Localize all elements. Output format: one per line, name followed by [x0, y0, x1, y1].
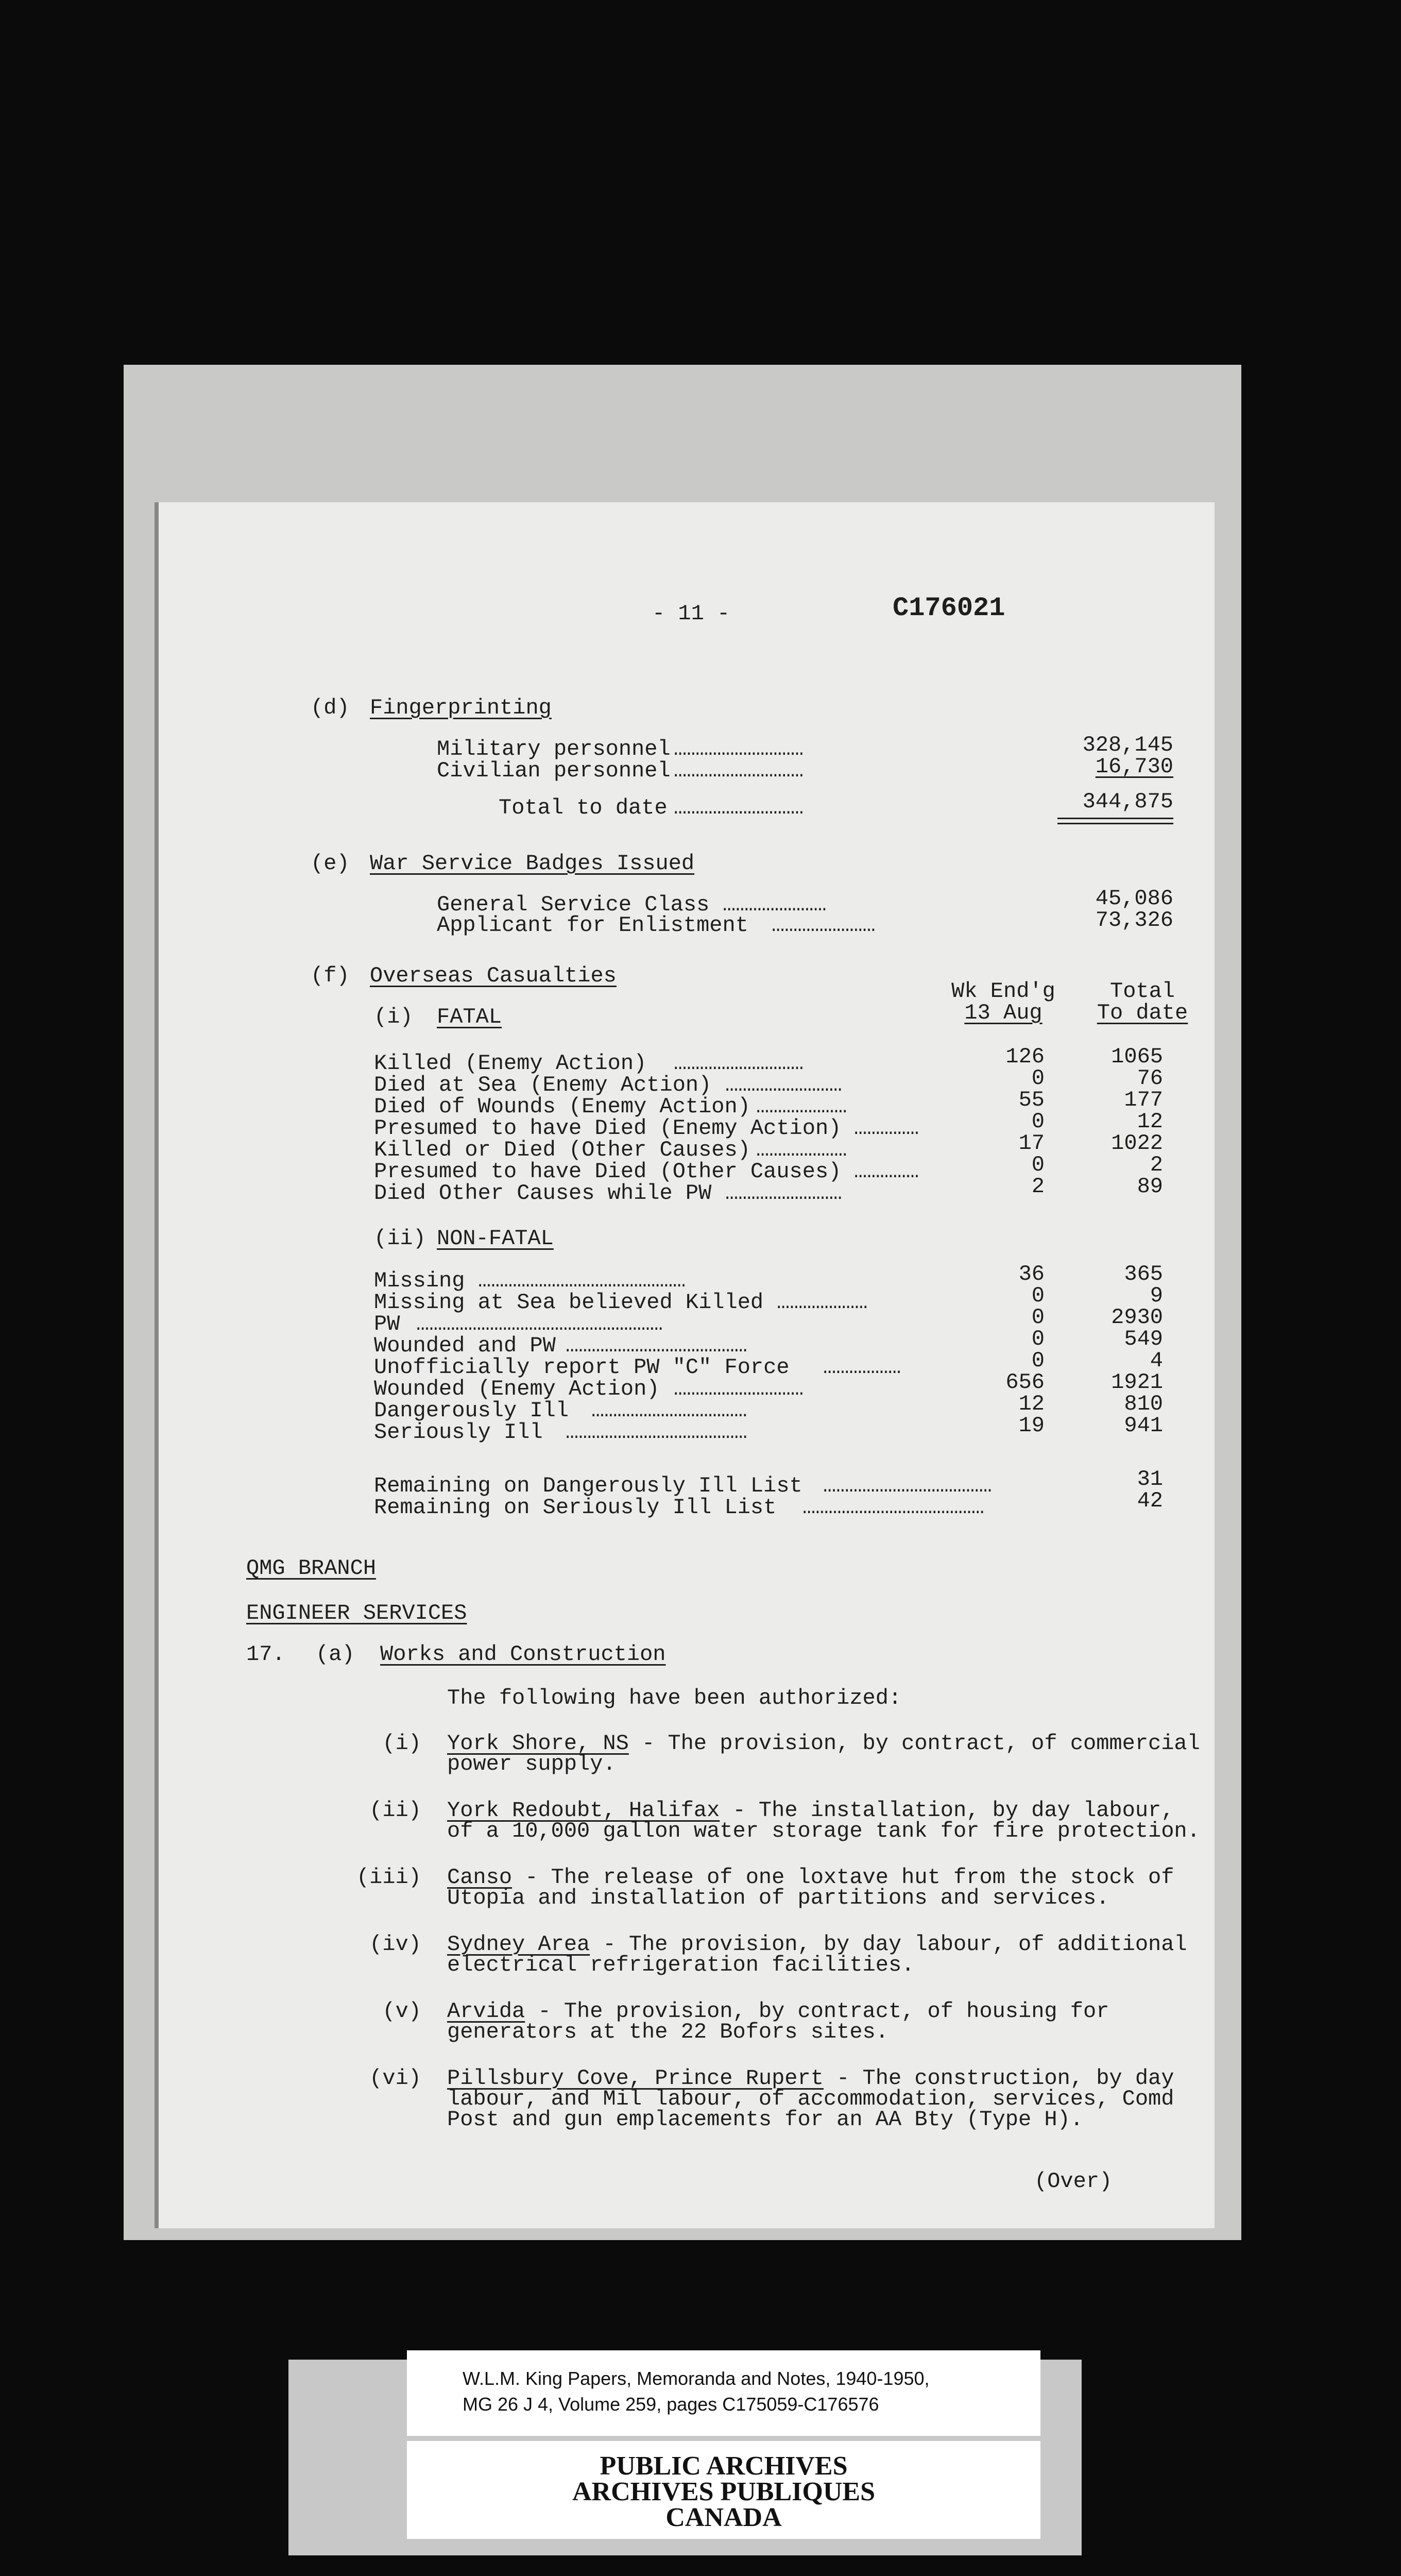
remaining-dangerous-value: 31	[1137, 1467, 1163, 1492]
fatal-row-label: Died at Sea (Enemy Action)	[374, 1073, 712, 1097]
nonfatal-num: (ii)	[374, 1226, 426, 1251]
nonfatal-row-total: 2930	[1111, 1305, 1163, 1330]
remaining-dangerous-label: Remaining on Dangerously Ill List	[374, 1473, 802, 1498]
badges-general-label: General Service Class	[437, 892, 710, 917]
item-text: - The release of one loxtave hut from the stock of	[512, 1865, 1174, 1890]
fingerprint-civilian-value: 16,730	[1095, 754, 1173, 779]
item-text: - The construction, by day	[823, 2066, 1174, 2091]
nonfatal-row-week: 656	[1005, 1370, 1045, 1395]
nonfatal-row-total: 4	[1150, 1348, 1163, 1373]
fingerprint-total-label: Total to date	[499, 795, 668, 820]
item-num: (v)	[382, 1999, 421, 2024]
nonfatal-row-total: 365	[1124, 1262, 1163, 1286]
nonfatal-row-week: 12	[1018, 1392, 1045, 1416]
archive-reference-line2: MG 26 J 4, Volume 259, pages C175059-C176576	[463, 2394, 879, 2415]
item-text: - The provision, by day labour, of additional	[590, 1932, 1187, 1957]
fatal-row-label: Killed (Enemy Action)	[374, 1051, 647, 1076]
fatal-row-week: 0	[1031, 1153, 1045, 1177]
remaining-serious-value: 42	[1137, 1488, 1163, 1513]
item-text: - The installation, by day labour,	[720, 1798, 1174, 1823]
stamp-line3: CANADA	[665, 2503, 782, 2532]
fatal-row-total: 1065	[1111, 1044, 1163, 1069]
section-letter-f: (f)	[311, 963, 350, 988]
para-sub-letter: (a)	[316, 1642, 355, 1667]
fatal-row-total: 76	[1137, 1066, 1163, 1091]
nonfatal-row-label: Wounded (Enemy Action)	[374, 1377, 660, 1401]
fingerprint-total-value: 344,875	[1082, 789, 1173, 814]
item-place: York Shore, NS	[447, 1731, 629, 1756]
fatal-row-week: 126	[1005, 1044, 1045, 1069]
archive-reference-label	[407, 2350, 1040, 2436]
fingerprint-civilian-label: Civilian personnel	[437, 758, 671, 783]
stamp-line2: ARCHIVES PUBLIQUES	[572, 2477, 876, 2506]
item-text-line2: Utopia and installation of partitions and services.	[447, 1886, 1109, 1910]
nonfatal-row-total: 810	[1124, 1392, 1163, 1416]
fatal-row-total: 2	[1150, 1153, 1163, 1177]
item-num: (ii)	[369, 1798, 421, 1823]
public-archives-stamp	[407, 2441, 1040, 2539]
fatal-num: (i)	[374, 1005, 413, 1029]
item-text: - The provision, by contract, of housing for	[525, 1999, 1109, 2024]
over-note: (Over)	[1034, 2169, 1113, 2194]
fingerprinting-title: Fingerprinting	[370, 696, 552, 720]
fatal-row-week: 17	[1018, 1131, 1045, 1156]
item-text-line2: electrical refrigeration facilities.	[447, 1953, 915, 1977]
fatal-row-label: Presumed to have Died (Enemy Action)	[374, 1116, 842, 1141]
item-text: - The provision, by contract, of commercial	[628, 1731, 1200, 1756]
badges-applicant-label: Applicant for Enlistment	[437, 913, 748, 938]
fatal-row-week: 55	[1018, 1088, 1045, 1112]
nonfatal-row-total: 941	[1124, 1413, 1163, 1438]
item-text-line2: power supply.	[447, 1752, 616, 1776]
section-letter-d: (d)	[311, 696, 350, 720]
engineer-services-heading: ENGINEER SERVICES	[246, 1601, 467, 1625]
badges-general-value: 45,086	[1095, 886, 1173, 911]
fingerprint-military-label: Military personnel	[437, 737, 671, 761]
nonfatal-row-week: 0	[1031, 1348, 1045, 1373]
fatal-row-total: 89	[1137, 1174, 1163, 1199]
item-place: York Redoubt, Halifax	[447, 1798, 720, 1823]
nonfatal-row-total: 9	[1150, 1283, 1163, 1308]
nonfatal-row-week: 0	[1031, 1305, 1045, 1330]
document-id: C176021	[893, 593, 1005, 623]
col-total-header-1: Total	[1109, 979, 1175, 1004]
item-num: (iii)	[356, 1865, 421, 1890]
item-text-line2: labour, and Mil labour, of accommodation, services, Comd	[447, 2087, 1174, 2111]
nonfatal-title: NON-FATAL	[437, 1226, 554, 1251]
nonfatal-row-label: Dangerously Ill	[374, 1398, 569, 1423]
archive-reference-line1: W.L.M. King Papers, Memoranda and Notes, 1940-1950,	[463, 2368, 930, 2389]
fatal-row-label: Died Other Causes while PW	[374, 1181, 712, 1206]
badges-applicant-value: 73,326	[1095, 908, 1173, 933]
fatal-row-total: 177	[1124, 1088, 1163, 1112]
col-week-header-1: Wk End'g	[951, 979, 1055, 1004]
section-letter-e: (e)	[311, 851, 350, 876]
item-num: (iv)	[369, 1932, 421, 1957]
fatal-row-total: 1022	[1111, 1131, 1163, 1156]
qmg-branch-heading: QMG BRANCH	[246, 1556, 377, 1581]
page-number: - 11 -	[652, 601, 730, 626]
fatal-row-label: Died of Wounds (Enemy Action)	[374, 1094, 750, 1119]
nonfatal-row-total: 549	[1124, 1327, 1163, 1351]
item-text-line3: Post and gun emplacements for an AA Bty (Type H).	[447, 2107, 1084, 2132]
nonfatal-row-label: PW	[374, 1312, 400, 1336]
nonfatal-row-label: Missing at Sea believed Killed	[374, 1290, 764, 1315]
item-num: (vi)	[369, 2066, 421, 2091]
badges-title: War Service Badges Issued	[370, 851, 695, 876]
nonfatal-row-label: Seriously Ill	[374, 1420, 543, 1445]
nonfatal-row-total: 1921	[1111, 1370, 1163, 1395]
fatal-row-total: 12	[1137, 1109, 1163, 1134]
col-week-header-2: 13 Aug	[964, 1001, 1043, 1025]
item-place: Arvida	[447, 1999, 525, 2024]
item-num: (i)	[382, 1731, 421, 1756]
col-total-header-2: To date	[1097, 1001, 1188, 1025]
item-text-line2: generators at the 22 Bofors sites.	[447, 2020, 889, 2044]
item-place: Pillsbury Cove, Prince Rupert	[447, 2066, 824, 2091]
authorized-intro: The following have been authorized:	[447, 1686, 902, 1710]
remaining-serious-label: Remaining on Seriously Ill List	[374, 1495, 777, 1520]
fatal-row-week: 0	[1031, 1109, 1045, 1134]
fatal-title: FATAL	[437, 1005, 502, 1029]
nonfatal-row-week: 19	[1018, 1413, 1045, 1438]
fatal-row-label: Killed or Died (Other Causes)	[374, 1138, 750, 1162]
stamp-line1: PUBLIC ARCHIVES	[600, 2451, 848, 2481]
nonfatal-row-label: Missing	[374, 1268, 465, 1293]
nonfatal-row-week: 36	[1018, 1262, 1045, 1286]
item-place: Sydney Area	[447, 1932, 590, 1957]
item-text-line2: of a 10,000 gallon water storage tank for fire protection.	[447, 1819, 1200, 1843]
item-place: Canso	[447, 1865, 512, 1890]
nonfatal-row-week: 0	[1031, 1327, 1045, 1351]
fatal-row-week: 0	[1031, 1066, 1045, 1091]
para-number: 17.	[246, 1642, 285, 1667]
nonfatal-row-week: 0	[1031, 1283, 1045, 1308]
nonfatal-row-label: Unofficially report PW "C" Force	[374, 1355, 790, 1380]
fatal-row-week: 2	[1031, 1174, 1045, 1199]
fingerprint-military-value: 328,145	[1082, 733, 1173, 757]
fatal-row-label: Presumed to have Died (Other Causes)	[374, 1159, 842, 1184]
casualties-title: Overseas Casualties	[370, 963, 617, 988]
document-page: - 11 - C176021 (d) Fingerprinting Military personnel ………………………… 328,145 Civilian personnel ………………………… 16,730 Total to date ………………………… 344,875 (e) War Service Badges Issued General Service Class …………………… 45,086 Applicant for Enlistment …………………… 73,326 (f) Overseas Casualties Wk End'g 13 Aug Total To date (i) FATAL Killed (Enemy Action) ………………………… 126 1065 Died at Sea (Enemy Action) ……………………… 0 76 Died of Wounds (Enemy Action) ………………… 55 177 Presumed to have Died (Enemy Action) …………… 0 12 Killed or Died (Other Causes) ………………… 17 1022 Presumed to have Died (Other Causes) …………… 0 2 Died Other Causes while PW ……………………… 2 89 (ii) NON-FATAL Missing ………………………………………… 36 365 Missing at Sea believed Killed ………………… 0 9 PW ………………………………………………… 0 2930 Wounded and PW …………………………………… 0 549 Unofficially report PW "C" Force ……………… 0 4 Wounded (Enemy Action) ………………………… 656 1921 Dangerously Ill ……………………………… 12 810 Seriously Ill …………………………………… 19 941 Remaining on Dangerously Ill List ………………………………… 31 Remaining on Seriously Ill List …………………………………… 42 QMG BRANCH ENGINEER SERVICES 17. (a) Works and Construction The following have been authorized: (i) York Shore, NS - The provision, by contract, of commercial power supply. (ii) York Redoubt, Halifax - The installation, by day labour, of a 10,000 gallon water storage tank for fire protection. (iii) Canso - The release of one loxtave hut from the stock of Utopia and installation of partitions and services. (iv) Sydney Area - The provision, by day labour, of additional electrical refrigeration facilities. (v) Arvida - The provision, by contract, of housing for generators at the 22 Bofors sites. (vi) Pillsbury Cove, Prince Rupert - The construction, by day labour, and Mil labour, of accommodation, services, Comd Post and gun emplacements for an AA Bty (Type H). (Over)	[155, 502, 1215, 2228]
works-construction-title: Works and Construction	[380, 1642, 666, 1667]
nonfatal-row-label: Wounded and PW	[374, 1333, 556, 1358]
